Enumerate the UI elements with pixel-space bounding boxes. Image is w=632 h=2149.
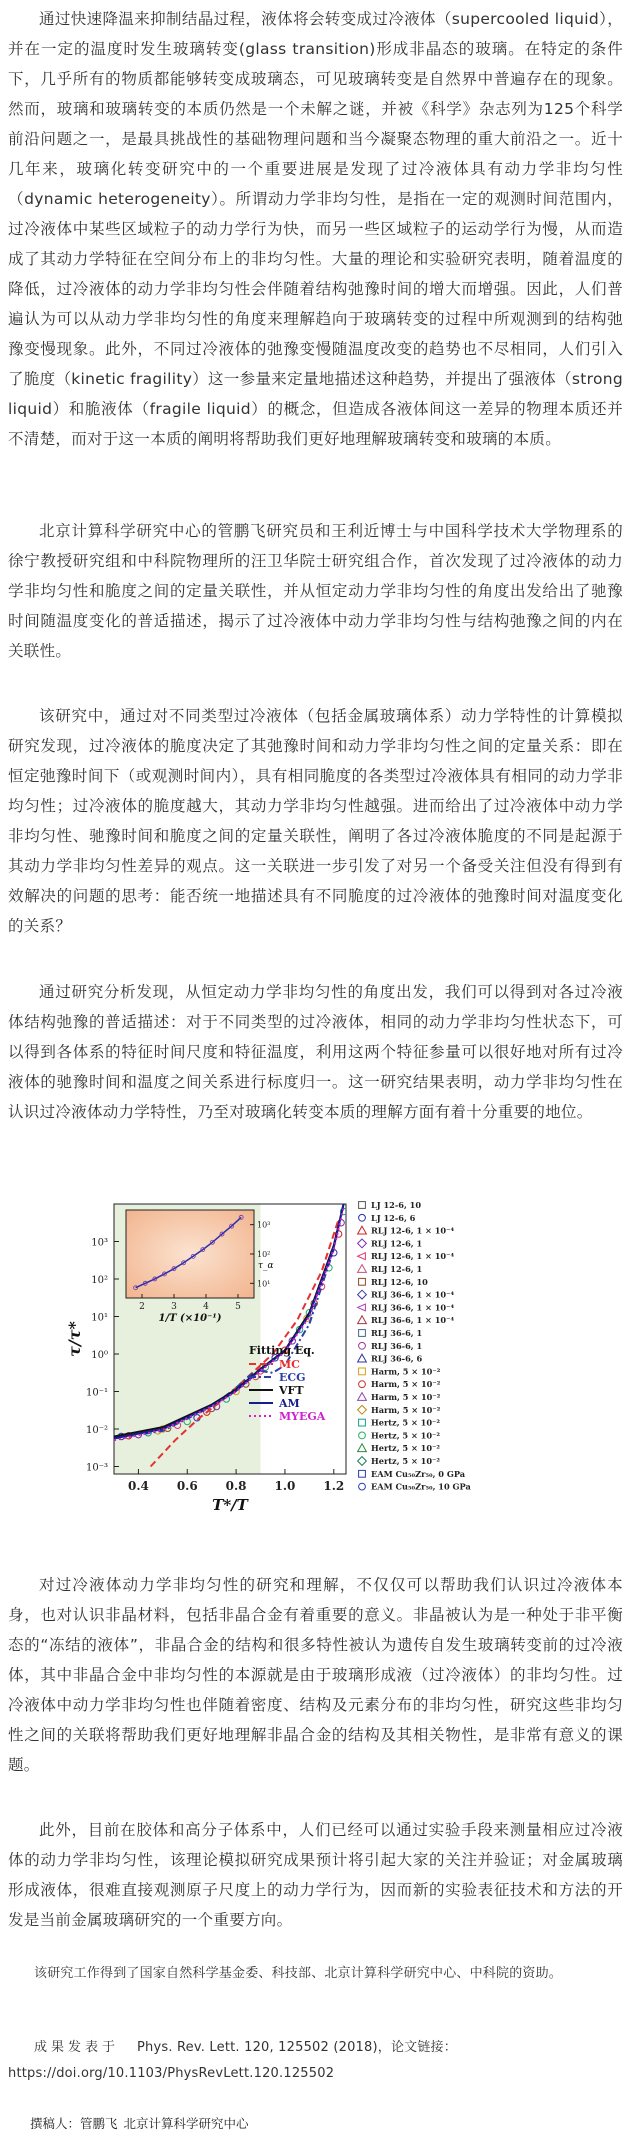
x-axis-label: T*/T — [212, 1496, 248, 1514]
legend-marker — [358, 1239, 367, 1248]
legend-marker — [359, 1470, 366, 1477]
legend-marker — [358, 1405, 367, 1414]
legend-series-label: RLJ 36-6, 1 × 10⁻⁴ — [371, 1315, 455, 1326]
legend-marker — [358, 1393, 367, 1401]
legend-marker — [358, 1457, 367, 1466]
legend-marker — [359, 1214, 366, 1221]
author-affiliation: 北京计算科学研究中心 — [123, 2116, 249, 2131]
legend-series-label: Harm, 5 × 10⁻² — [371, 1404, 441, 1415]
publication-journal: Phys. Rev. Lett. 120, 125502 (2018)，论文链接： — [137, 2040, 457, 2055]
paragraph-collaboration: 北京计算科学研究中心的管鹏飞研究员和王利近博士与中国科学技术大学物理系的徐宁教授研究组和中科院物理所的汪卫华院士研究组合作，首次发现了过冷液体的动力学非均匀性和脆度之间的定量关联性，并从恒定动力学非均匀性的角度出发给出了驰豫时间随温度变化的普适描述，揭示了过冷液体中动力学非均匀性与结构弛豫之间的内在关联性。 — [8, 522, 623, 660]
fit-legend-label: MC — [279, 1358, 300, 1371]
legend-series-label: RLJ 36-6, 1 — [371, 1340, 423, 1351]
fit-legend-label: AM — [279, 1397, 300, 1410]
inset-y-tick-label: 10² — [257, 1250, 271, 1259]
legend-series-label: Hertz, 5 × 10⁻² — [371, 1456, 440, 1466]
publication-info — [8, 2035, 457, 2087]
legend-marker — [359, 1432, 366, 1439]
x-tick-label: 1.0 — [274, 1479, 296, 1493]
legend-marker — [359, 1342, 366, 1349]
relaxation-chart — [64, 1196, 574, 1541]
legend-series-label: Hertz, 5 × 10⁻² — [371, 1417, 440, 1428]
legend-marker — [359, 1368, 366, 1375]
x-tick-label: 0.8 — [225, 1479, 247, 1493]
inset-x-tick-label: 3 — [171, 1302, 177, 1312]
legend-series-label: RLJ 12-6, 1 — [371, 1238, 423, 1249]
legend-marker — [359, 1330, 366, 1337]
legend-marker — [359, 1483, 366, 1490]
y-axis-label: τ/τ* — [65, 1321, 84, 1357]
legend-series-label: EAM Cu₅₀Zr₅₀, 0 GPa — [371, 1468, 466, 1479]
legend-marker — [358, 1304, 366, 1311]
inset-x-label: 1/T (×10⁻¹) — [158, 1313, 222, 1324]
legend-marker — [358, 1316, 367, 1324]
paragraph-intro: 通过快速降温来抑制结晶过程，液体将会转变成过冷液体（supercooled liquid），并在一定的温度时发生玻璃转变(glass transition)形成非晶态的玻璃。在特定的条件下，几乎所有的物质都能够转变成玻璃态，可见玻璃转变是自然界中普遍存在的现象。然而，玻璃和玻璃转变的本质仍然是一个未解之谜，并被《科学》杂志列为125个科学前沿问题之一，是最具挑战性的基础物理问题和当今凝聚态物理的重大前沿之一。近十几年来，玻璃化转变研究中的一个重要进展是发现了过冷液体具有动力学非均匀性（dynamic heterogeneity）。所谓动力学非均匀性，是指在一定的观测时间范围内，过冷液体中某些区域粒子的动力学行为快，而另一些区域粒子的运动学行为慢，从而造成了其动力学特征在空间分布上的非均匀性。大量的理论和实验研究表明，随着温度的降低，过冷液体的动力学非均匀性会伴随着结构弛豫时间的增大而增强。因此，人们普遍认为可以从动力学非均匀性的角度来理解趋向于玻璃转变的过程中所观测到的结构弛豫变慢现象。此外，不同过冷液体的弛豫变慢随温度改变的趋势也不尽相同，人们引入了脆度（kinetic fragility）这一参量来定量地描述这种趋势，并提出了强液体（strong liquid）和脆液体（fragile liquid）的概念，但造成各液体间这一差异的物理本质还并不清楚，而对于这一本质的阐明将帮助我们更好地理解玻璃转变和玻璃的本质。 — [8, 10, 624, 448]
legend-series-label: Harm, 5 × 10⁻² — [371, 1366, 441, 1377]
x-tick-label: 1.2 — [323, 1479, 345, 1493]
y-tick-label: 10⁻³ — [85, 1462, 108, 1474]
legend-series-label: Hertz, 5 × 10⁻² — [371, 1443, 440, 1454]
author-name: 管鹏飞 — [80, 2116, 118, 2131]
fit-legend-label: MYEGA — [279, 1410, 326, 1423]
legend-series-label: LJ 12-6, 10 — [371, 1200, 422, 1210]
inset-x-tick-label: 5 — [235, 1302, 241, 1312]
legend-marker — [358, 1226, 367, 1234]
publication-label: 成果发表于 — [34, 2040, 120, 2055]
legend-series-label: RLJ 36-6, 6 — [371, 1353, 423, 1364]
publication-link[interactable]: https://doi.org/10.1103/PhysRevLett.120.125502 — [8, 2066, 335, 2081]
x-tick-label: 0.4 — [127, 1479, 149, 1493]
y-tick-label: 10⁻² — [85, 1425, 108, 1436]
y-tick-label: 10⁰ — [91, 1350, 108, 1361]
legend-series-label: RLJ 12-6, 10 — [371, 1276, 428, 1287]
y-tick-label: 10⁻¹ — [85, 1387, 108, 1399]
legend-marker — [358, 1444, 367, 1452]
legend-marker — [359, 1381, 366, 1388]
fit-legend-label: VFT — [279, 1384, 304, 1397]
legend-series-label: RLJ 36-6, 1 — [371, 1328, 423, 1338]
legend-marker — [358, 1354, 367, 1362]
legend-series-label: RLJ 36-6, 1 × 10⁻⁴ — [371, 1289, 455, 1300]
legend-marker — [358, 1253, 366, 1260]
paragraph-outlook: 此外，目前在胶体和高分子体系中，人们已经可以通过实验手段来测量相应过冷液体的动力学非均匀性，该理论模拟研究成果预计将引起大家的关注并验证；对金属玻璃形成液体，很难直接观测原子尺度上的动力学行为，因而新的实验表征技术和方法的开发是当前金属玻璃研究的一个重要方向。 — [8, 1821, 623, 1929]
inset-x-tick-label: 4 — [203, 1302, 209, 1312]
inset-y-label: τ_α — [258, 1261, 274, 1271]
legend-series-label: LJ 12-6, 6 — [371, 1212, 416, 1223]
paragraph-analysis: 通过研究分析发现，从恒定动力学非均匀性的角度出发，我们可以得到对各过冷液体结构弛豫的普适描述：对于不同类型的过冷液体，相同的动力学非均匀性状态下，可以得到各体系的特征时间尺度和特征温度，利用这两个特征参量可以很好地对所有过冷液体的驰豫时间和温度之间关系进行标度归一。这一研究结果表明，动力学非均匀性在认识过冷液体动力学特性，乃至对玻璃化转变本质的理解方面有着十分重要的地位。 — [8, 983, 623, 1121]
legend-marker — [358, 1290, 367, 1299]
paragraph-significance: 对过冷液体动力学非均匀性的研究和理解，不仅仅可以帮助我们认识过冷液体本身，也对认识非晶材料，包括非晶合金有着重要的意义。非晶被认为是一种处于非平衡态的“冻结的液体”，非晶合金的结构和很多特性被认为遗传自发生玻璃转变前的过冷液体，其中非晶合金中非均匀性的本源就是由于玻璃形成液（过冷液体）的非均匀性。过冷液体中动力学非均匀性也伴随着密度、结构及元素分布的非均匀性，研究这些非均匀性之间的关联将帮助我们更好地理解非晶合金的结构及其相关物性，是非常有意义的课题。 — [8, 1576, 623, 1774]
inset-y-tick-label: 10¹ — [257, 1279, 271, 1289]
paragraph-findings: 该研究中，通过对不同类型过冷液体（包括金属玻璃体系）动力学特性的计算模拟研究发现，过冷液体的脆度决定了其弛豫时间和动力学非均匀性之间的定量关系：即在恒定弛豫时间下（或观测时间内），具有相同脆度的各类型过冷液体具有相同的动力学非均匀性；过冷液体的脆度越大，其动力学非均匀性越强。进而给出了过冷液体中动力学非均匀性、驰豫时间和脆度之间的定量关联性，阐明了各过冷液体脆度的不同是起源于其动力学非均匀性差异的观点。这一关联进一步引发了对另一个备受关注但没有得到有效解决的问题的思考：能否统一地描述具有不同脆度的过冷液体的弛豫时间对温度变化的关系？ — [8, 707, 623, 935]
legend-series-label: Hertz, 5 × 10⁻² — [371, 1430, 440, 1441]
legend-series-label: RLJ 36-6, 1 × 10⁻⁴ — [371, 1302, 455, 1313]
author-credit — [30, 2114, 249, 2134]
legend-marker — [358, 1265, 367, 1273]
legend-series-label: RLJ 12-6, 1 × 10⁻⁴ — [371, 1225, 455, 1236]
fit-legend-label: ECG — [279, 1371, 306, 1384]
inset-x-tick-label: 2 — [139, 1302, 145, 1312]
legend-marker — [359, 1419, 366, 1426]
author-label: 撰稿人： — [30, 2116, 81, 2131]
y-tick-label: 10³ — [91, 1237, 108, 1249]
inset-y-tick-label: 10³ — [257, 1220, 271, 1230]
legend-series-label: Harm, 5 × 10⁻² — [371, 1379, 441, 1390]
x-tick-label: 0.6 — [176, 1479, 198, 1493]
fit-legend-title: Fitting Eq. — [249, 1344, 315, 1357]
funding-note: 该研究工作得到了国家自然科学基金委、科技部、北京计算科学研究中心、中科院的资助。 — [34, 1966, 563, 1981]
relaxation-figure — [64, 1196, 574, 1541]
y-tick-label: 10¹ — [91, 1312, 108, 1324]
legend-marker — [359, 1202, 366, 1209]
legend-marker — [359, 1278, 366, 1285]
y-tick-label: 10² — [91, 1275, 108, 1286]
legend-series-label: Harm, 5 × 10⁻² — [371, 1392, 441, 1402]
legend-series-label: RLJ 12-6, 1 — [371, 1264, 423, 1274]
legend-series-label: RLJ 12-6, 1 × 10⁻⁴ — [371, 1251, 455, 1262]
legend-series-label: EAM Cu₅₀Zr₅₀, 10 GPa — [371, 1481, 471, 1492]
